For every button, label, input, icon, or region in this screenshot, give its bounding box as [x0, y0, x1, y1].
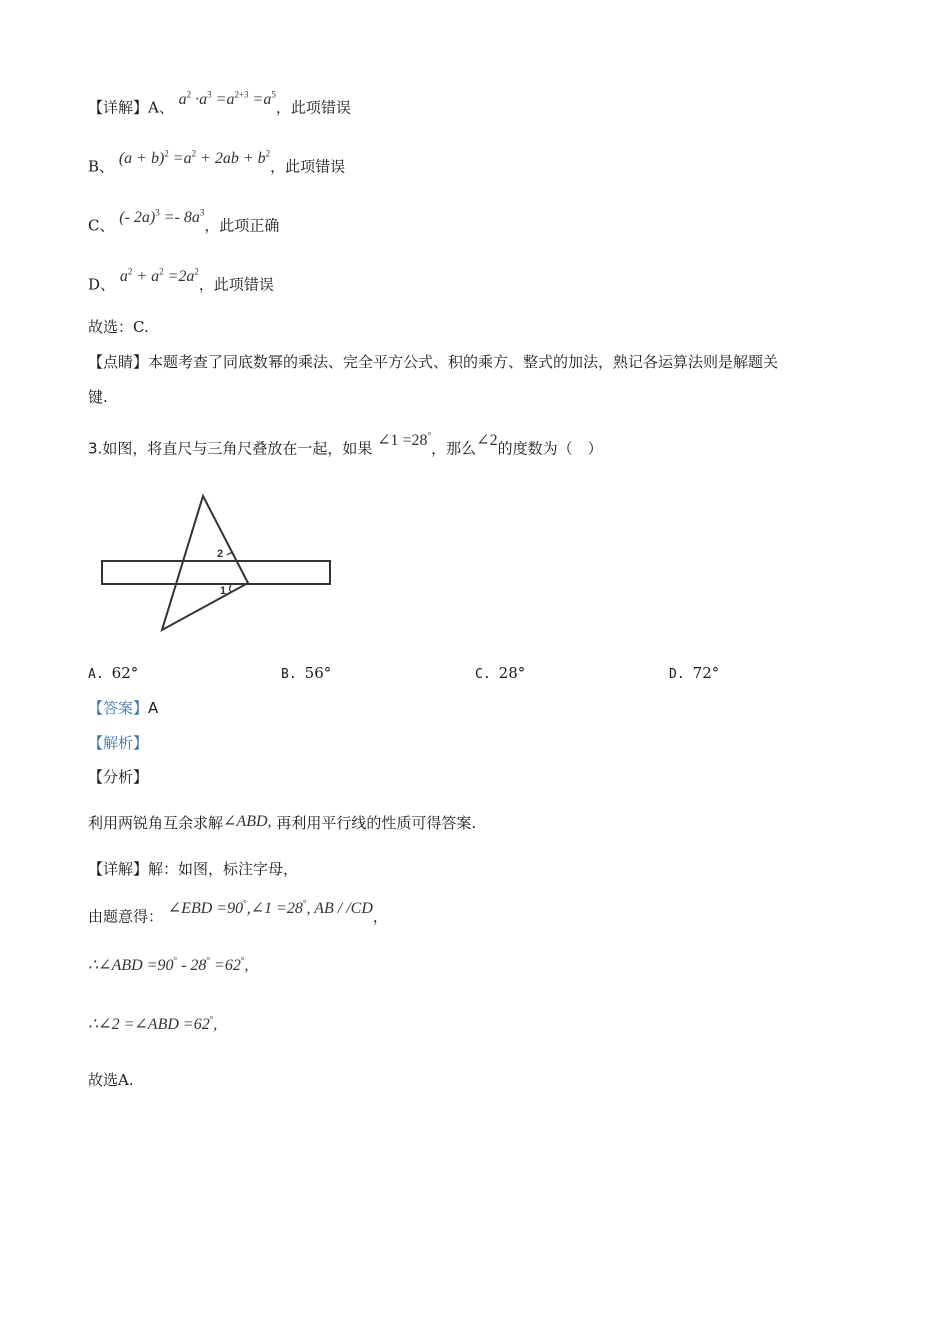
formula-a: $a^2 \cdot a^3 =a^{2+3} =a^5$ [178, 90, 276, 109]
ruler [102, 561, 330, 584]
triangle [162, 496, 248, 630]
detail-line-c: C、 (- $2a)^3 =- 8a^3$，此项正确 [88, 208, 280, 235]
option-b[interactable]: B. 56° [281, 664, 332, 682]
step-1-formula: ∴∠ABD =90° - 28° =62°, [88, 956, 249, 975]
angle-1-value: ∠1 =28° [377, 431, 432, 450]
option-c[interactable]: C. 28° [475, 664, 526, 682]
formula-c: (- $2a)^3 =- 8a^3$ [119, 208, 205, 227]
angle-label-1: 1 [220, 585, 227, 597]
step-2 [88, 1009, 217, 1036]
final-choice: 故选A. [88, 1071, 134, 1089]
option-d[interactable]: D. 72° [669, 664, 720, 682]
ruler-triangle-figure [96, 488, 346, 643]
choose-line: 故选：C. [88, 318, 149, 336]
given-line: 由题意得： ∠EBD =90°,∠1 =28°, AB / /CD， [88, 899, 388, 926]
detail-line-b: B、 $(a + b)^2 =a^2 + 2ab + b^2$，此项错误 [88, 149, 346, 176]
angle-2-symbol: ∠2 [476, 432, 498, 450]
detail-line-d: D、 $a^2 + a^2 =2a^2$，此项错误 [88, 267, 274, 294]
angle-label-2: 2 [217, 548, 224, 560]
tip-line-1: 【点睛】本题考查了同底数幂的乘法、完全平方公式、积的乘方、整式的加法，熟记各运算法则是解题关 [88, 353, 779, 371]
given-formula: ∠EBD =90°,∠1 =28°, AB / /CD [167, 899, 373, 918]
formula-d: $a^2 + a^2 =2a^2$ [119, 267, 199, 286]
option-a[interactable]: A. 62° [88, 664, 139, 682]
analysis-heading: 【解析】 [88, 734, 149, 752]
fenxi-heading: 【分析】 [88, 768, 149, 786]
answer-line: 【答案】A [88, 699, 159, 717]
formula-b: $(a + b)^2 =a^2 + 2ab + b^2$ [118, 149, 271, 168]
question-3: 3.如图，将直尺与三角尺叠放在一起，如果 ∠1 =28°，那么∠2的度数为（ ） [88, 431, 603, 458]
detail-solution-line: 【详解】解：如图，标注字母， [88, 860, 299, 878]
step-1 [88, 950, 248, 977]
angle-arc-1 [230, 585, 232, 592]
step-2-formula: ∴∠2 =∠ABD =62°, [88, 1015, 218, 1034]
fenxi-line: 利用两锐角互余求解∠ABD, 再利用平行线的性质可得答案. [88, 813, 477, 832]
tip-line-2: 键. [88, 388, 108, 406]
detail-line-a: 【详解】A、 $a^2 \cdot a^3 =a^{2+3} =a^5$，此项错误 [88, 90, 351, 117]
